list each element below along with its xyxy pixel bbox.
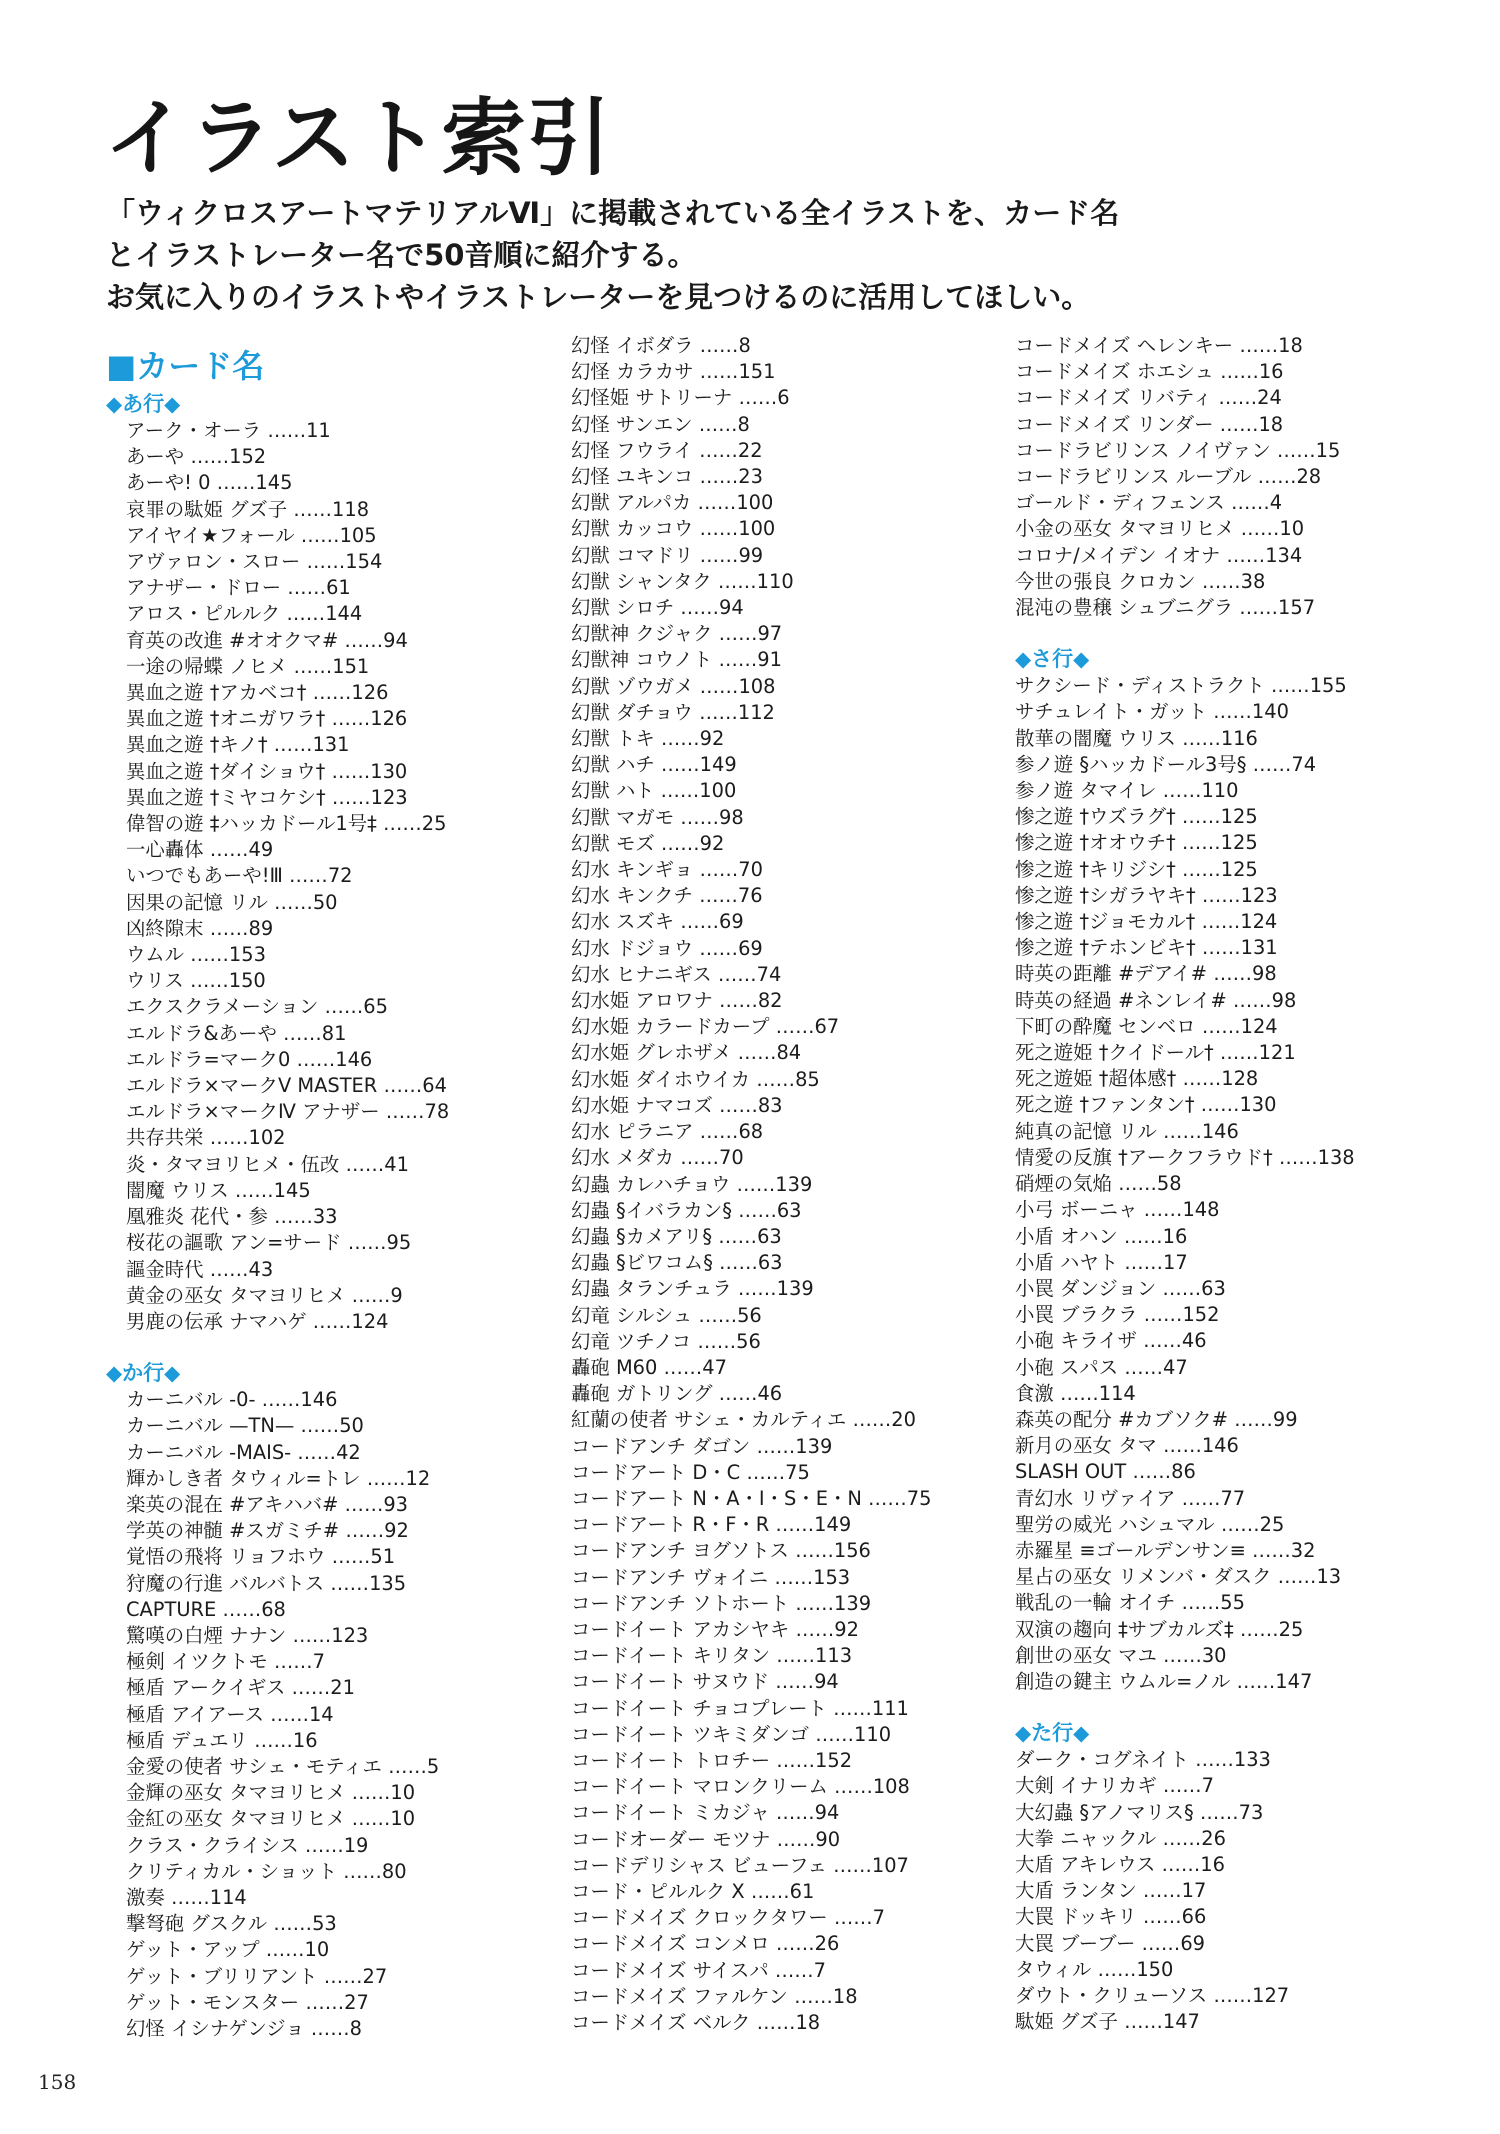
index-entry: 極剣 イツクトモ ……7 xyxy=(126,1650,325,1674)
index-group xyxy=(106,390,449,1335)
index-entry: 異血之遊 †キノ† ……131 xyxy=(126,733,350,757)
index-entry: コードメイズ リンダー ……18 xyxy=(1015,412,1284,436)
index-entry: 小盾 オハン ……16 xyxy=(1015,1224,1188,1248)
index-entry: 戦乱の一輪 オイチ ……55 xyxy=(1015,1591,1245,1615)
index-entry: 純真の記憶 リル ……146 xyxy=(1015,1119,1239,1143)
intro-text xyxy=(106,192,1406,318)
index-entry: 幻竜 ツチノコ ……56 xyxy=(571,1329,761,1353)
index-entry: 偉智の遊 ‡ハッカドール1号‡ ……25 xyxy=(126,812,447,836)
index-entry: コードラビリンス ノイヴァン ……15 xyxy=(1015,438,1341,462)
index-entry: 死之遊姫 †クイドール† ……121 xyxy=(1015,1041,1296,1065)
index-entry: エルドラ×マークV MASTER ……64 xyxy=(126,1074,447,1098)
index-entry: 激奏 ……114 xyxy=(126,1885,247,1909)
index-entry: コードメイズ サイスパ ……7 xyxy=(571,1958,827,1982)
index-entry: 桜花の謳歌 アン=サード ……95 xyxy=(126,1231,412,1255)
index-entry: ゲット・アップ ……10 xyxy=(126,1938,330,1962)
index-entry: アナザー・ドロー ……61 xyxy=(126,576,351,600)
index-entry: 幻蟲 タランチュラ ……139 xyxy=(571,1277,814,1301)
index-entry: 食激 ……114 xyxy=(1015,1381,1136,1405)
index-entry: 金紅の巫女 タマヨリヒメ ……10 xyxy=(126,1807,416,1831)
index-entry: 楽英の混在 #アキハバ# ……93 xyxy=(126,1492,409,1516)
index-entry: 幻怪 フウライ ……22 xyxy=(571,438,763,462)
index-entry: 幻獣神 コウノト ……91 xyxy=(571,648,782,672)
index-entry: 幻水姫 アロワナ ……82 xyxy=(571,989,783,1013)
index-entry: 闇魔 ウリス ……145 xyxy=(126,1178,311,1202)
intro-line: お気に入りのイラストやイラストレーターを見つけるのに活用してほしい。 xyxy=(106,280,1091,314)
index-list xyxy=(106,418,449,1335)
group-heading: ◆あ行◆ xyxy=(106,392,181,416)
index-entry: コードメイズ クロックタワー ……7 xyxy=(571,1906,885,1930)
index-entry: 謳金時代 ……43 xyxy=(126,1257,274,1281)
index-entry: SLASH OUT ……86 xyxy=(1015,1460,1196,1484)
index-entry: 幻蟲 カレハチョウ ……139 xyxy=(571,1172,813,1196)
index-entry: 惨之遊 †オオウチ† ……125 xyxy=(1015,831,1258,855)
index-entry: コードアンチ ヴォイニ ……153 xyxy=(571,1565,851,1589)
index-entry: 双演の趨向 ‡サブカルズ‡ ……25 xyxy=(1015,1617,1304,1641)
index-entry: 幻水 ヒナニギス ……74 xyxy=(571,962,782,986)
index-group xyxy=(1015,1719,1355,2035)
index-entry: 幻水 スズキ ……69 xyxy=(571,910,744,934)
index-entry: 新月の巫女 タマ ……146 xyxy=(1015,1434,1239,1458)
index-entry: 狩魔の行進 バルバトス ……135 xyxy=(126,1571,407,1595)
index-entry: 幻蟲 §カメアリ§ ……63 xyxy=(571,1224,782,1248)
index-entry: 幻水姫 グレホザメ ……84 xyxy=(571,1041,802,1065)
index-entry: 幻獣神 クジャク ……97 xyxy=(571,622,783,646)
index-entry: 幻水姫 ダイホウイカ ……85 xyxy=(571,1067,820,1091)
index-entry: アーク・オーラ ……11 xyxy=(126,419,331,442)
index-entry: 男鹿の伝承 ナマハゲ ……124 xyxy=(126,1309,389,1333)
index-entry: 大盾 アキレウス ……16 xyxy=(1015,1852,1225,1876)
index-entry: 極盾 アイアース ……14 xyxy=(126,1702,334,1726)
index-entry: 幻水 ドジョウ ……69 xyxy=(571,936,763,960)
index-entry: コードメイズ コンメロ ……26 xyxy=(571,1932,840,1956)
index-entry: ダーク・コグネイト ……133 xyxy=(1015,1748,1271,1772)
index-entry: エルドラ×マークⅣ アナザー ……78 xyxy=(126,1100,450,1124)
index-entry: 情愛の反旗 †アークフラウド† ……138 xyxy=(1015,1145,1355,1169)
index-entry: 幻竜 シルシュ ……56 xyxy=(571,1303,762,1327)
index-entry: 今世の張良 クロカン ……38 xyxy=(1015,569,1266,593)
index-entry: アロス・ピルルク ……144 xyxy=(126,602,363,626)
index-entry: 轟砲 M60 ……47 xyxy=(571,1355,727,1379)
index-group xyxy=(1015,645,1355,1695)
index-entry: コードアート R・F・R ……149 xyxy=(571,1513,852,1537)
index-entry: 異血之遊 †ダイショウ† ……130 xyxy=(126,759,408,783)
index-entry: 極盾 デュエリ ……16 xyxy=(126,1728,318,1752)
index-entry: 大剣 イナリカギ ……7 xyxy=(1015,1774,1214,1798)
index-entry: コードメイズ ベルク ……18 xyxy=(571,2011,821,2034)
index-entry: ゲット・モンスター ……27 xyxy=(126,1990,369,2014)
index-entry: 小弓 ボーニャ ……148 xyxy=(1015,1198,1220,1222)
index-entry: 幻獣 ダチョウ ……112 xyxy=(571,700,775,724)
index-entry: ダウト・クリューソス ……127 xyxy=(1015,1983,1290,2007)
index-entry: 金愛の使者 サシェ・モティエ ……5 xyxy=(126,1754,440,1778)
index-entry: コードメイズ ホエシュ ……16 xyxy=(1015,360,1284,384)
index-entry: 幻水姫 ナマコズ ……83 xyxy=(571,1093,783,1117)
index-entry: 惨之遊 †ウズラグ† ……125 xyxy=(1015,805,1258,829)
index-entry: 大盾 ランタン ……17 xyxy=(1015,1879,1207,1903)
index-entry: 下町の酔魔 センベロ ……124 xyxy=(1015,1014,1278,1038)
index-entry: 大罠 ドッキリ ……66 xyxy=(1015,1905,1207,1929)
index-entry: 参ノ遊 §ハッカドール3号§ ……74 xyxy=(1015,752,1317,776)
index-entry: コードラビリンス ルーブル ……28 xyxy=(1015,465,1322,489)
group-heading: ◆た行◆ xyxy=(1015,1721,1090,1746)
index-list xyxy=(1015,673,1355,1695)
index-entry: 森英の配分 #カブソク# ……99 xyxy=(1015,1407,1298,1431)
group-heading: ◆か行◆ xyxy=(106,1361,181,1386)
index-entry: コード・ピルルク X ……61 xyxy=(571,1879,815,1903)
index-entry: 一途の帰蝶 ノヒメ ……151 xyxy=(126,654,370,678)
index-entry: ウムル ……153 xyxy=(126,943,266,967)
index-entry: コードオーダー モツナ ……90 xyxy=(571,1827,841,1851)
index-entry: 覚悟の飛将 リョフホウ ……51 xyxy=(126,1545,396,1569)
index-entry: 駄姫 グズ子 ……147 xyxy=(1015,2010,1200,2034)
index-entry: 幻怪姫 サトリーナ ……6 xyxy=(571,386,790,410)
index-entry: 幻怪 カラカサ ……151 xyxy=(571,360,776,384)
index-entry: 時英の距離 #デアイ# ……98 xyxy=(1015,962,1277,986)
index-entry: 幻蟲 §ビワコム§ ……63 xyxy=(571,1251,783,1275)
index-entry: カーニバル -0- ……146 xyxy=(126,1388,338,1412)
index-entry: 参ノ遊 タマイレ ……110 xyxy=(1015,779,1239,803)
index-entry: 小金の巫女 タマヨリヒメ ……10 xyxy=(1015,517,1305,541)
index-entry: 幻水 メダカ ……70 xyxy=(571,1146,744,1170)
index-entry: 小盾 ハヤト ……17 xyxy=(1015,1250,1188,1274)
index-column-1 xyxy=(106,344,449,2042)
index-entry: 惨之遊 †シガラヤキ† ……123 xyxy=(1015,883,1278,907)
page-title: イラスト索引 xyxy=(104,89,612,187)
index-entry: 幻怪 イボダラ ……8 xyxy=(571,334,751,357)
index-entry: 死之遊 †ファンタン† ……130 xyxy=(1015,1093,1277,1117)
index-entry: コードイート サヌウド ……94 xyxy=(571,1670,839,1694)
index-entry: 混沌の豊穣 シュブニグラ ……157 xyxy=(1015,596,1316,620)
index-entry: コードアンチ ソトホート ……139 xyxy=(571,1591,872,1615)
index-entry: 異血之遊 †オニガワラ† ……126 xyxy=(126,707,408,731)
index-entry: サチュレイト・ガット ……140 xyxy=(1015,700,1289,724)
index-entry: あーや ……152 xyxy=(126,445,267,469)
index-entry: コードイート ツキミダンゴ ……110 xyxy=(571,1722,892,1746)
index-entry: アイヤイ★フォール ……105 xyxy=(126,523,377,547)
index-entry: コロナ/メイデン イオナ ……134 xyxy=(1015,543,1303,567)
index-entry: サクシード・ディストラクト ……155 xyxy=(1015,674,1347,698)
group-heading: ◆さ行◆ xyxy=(1015,647,1090,672)
index-entry: 幻獣 シロチ ……94 xyxy=(571,596,744,620)
index-entry: 幻獣 ハチ ……149 xyxy=(571,753,737,777)
intro-line: 「ウィクロスアートマテリアルⅥ」に掲載されている全イラストを、カード名 xyxy=(106,196,1120,230)
index-entry: コードメイズ ヘレンキー ……18 xyxy=(1015,334,1303,357)
index-entry: 凰雅炎 花代・参 ……33 xyxy=(126,1205,338,1229)
index-entry: クリティカル・ショット ……80 xyxy=(126,1859,407,1883)
index-entry: 大幻蟲 §アノマリス§ ……73 xyxy=(1015,1800,1264,1824)
index-entry: 幻獣 シャンタク ……110 xyxy=(571,569,794,593)
index-entry: コードアンチ ヨグソトス ……156 xyxy=(571,1539,871,1563)
index-entry: 大拳 ニャックル ……26 xyxy=(1015,1826,1226,1850)
index-entry: コードイート チョコプレート ……111 xyxy=(571,1696,909,1720)
index-entry: ゴールド・ディフェンス ……4 xyxy=(1015,491,1283,515)
section-title: ■カード名 xyxy=(106,347,265,385)
index-entry: 幻水 ピラニア ……68 xyxy=(571,1120,764,1144)
index-entry: 幻蟲 §イバラカン§ ……63 xyxy=(571,1198,802,1222)
index-entry: 創造の鍵主 ウムル=ノル ……147 xyxy=(1015,1669,1313,1693)
page-number: 158 xyxy=(38,2070,77,2094)
index-entry: 因果の記憶 リル ……50 xyxy=(126,890,338,914)
index-column-2 xyxy=(571,333,931,2036)
index-entry: 散華の闇魔 ウリス ……116 xyxy=(1015,726,1258,750)
index-entry: 大罠 ブーブー ……69 xyxy=(1015,1931,1205,1955)
index-entry: 幻獣 ハト ……100 xyxy=(571,779,737,803)
index-entry: 赤羅星 ≡ゴールデンサン≡ ……32 xyxy=(1015,1538,1316,1562)
index-entry: 幻獣 マガモ ……98 xyxy=(571,805,744,829)
index-entry: 金輝の巫女 タマヨリヒメ ……10 xyxy=(126,1781,416,1805)
index-list xyxy=(106,1387,449,2042)
index-entry: 学英の神髄 #スガミチ# ……92 xyxy=(126,1519,409,1543)
index-group xyxy=(1015,333,1355,621)
index-entry: 幻獣 カッコウ ……100 xyxy=(571,517,776,541)
index-entry: 小罠 ブラクラ ……152 xyxy=(1015,1303,1220,1327)
index-entry: 惨之遊 †テホンビキ† ……131 xyxy=(1015,936,1278,960)
index-entry: 異血之遊 †ミヤコケシ† ……123 xyxy=(126,785,408,809)
index-entry: ウリス ……150 xyxy=(126,969,266,993)
index-entry: 幻獣 アルパカ ……100 xyxy=(571,491,774,515)
index-entry: 幻怪 サンエン ……8 xyxy=(571,412,750,436)
index-entry: 一心轟体 ……49 xyxy=(126,838,274,862)
index-entry: 驚嘆の白煙 ナナン ……123 xyxy=(126,1623,369,1647)
index-entry: 極盾 アークイギス ……21 xyxy=(126,1676,355,1700)
index-entry: 小罠 ダンジョン ……63 xyxy=(1015,1276,1226,1300)
index-entry: 幻獣 トキ ……92 xyxy=(571,727,725,751)
index-entry: コードデリシャス ビューフェ ……107 xyxy=(571,1853,909,1877)
index-entry: コードメイズ ファルケン ……18 xyxy=(571,1984,858,2008)
index-entry: あーや! 0 ……145 xyxy=(126,471,293,495)
intro-line: とイラストレーター名で50音順に紹介する。 xyxy=(106,238,697,272)
index-entry: CAPTURE ……68 xyxy=(126,1597,286,1621)
index-entry: 凶終隙末 ……89 xyxy=(126,916,274,940)
index-entry: 小砲 スパス ……47 xyxy=(1015,1355,1188,1379)
index-entry: 星占の巫女 リメンバ・ダスク ……13 xyxy=(1015,1565,1342,1589)
index-entry: アヴァロン・スロー ……154 xyxy=(126,550,383,574)
index-entry: 青幻水 リヴァイア ……77 xyxy=(1015,1486,1246,1510)
index-list xyxy=(1015,1747,1355,2035)
index-group xyxy=(106,1359,449,2042)
index-entry: 哀罪の駄姫 グズ子 ……118 xyxy=(126,497,370,521)
index-entry: コードイート トロチー ……152 xyxy=(571,1748,853,1772)
index-entry: 共存共栄 ……102 xyxy=(126,1126,286,1150)
index-entry: 幻水姫 カラードカープ ……67 xyxy=(571,1015,840,1039)
index-entry: 幻獣 コマドリ ……99 xyxy=(571,543,764,567)
index-entry: コードメイズ リバティ ……24 xyxy=(1015,386,1282,410)
index-entry: 創世の巫女 マユ ……30 xyxy=(1015,1643,1227,1667)
index-entry: 撃弩砲 グスクル ……53 xyxy=(126,1912,337,1936)
index-entry: 異血之遊 †アカベコ† ……126 xyxy=(126,681,389,705)
index-entry: 小砲 キライザ ……46 xyxy=(1015,1329,1207,1353)
index-entry: 育英の改進 #オオクマ# ……94 xyxy=(126,628,408,652)
index-entry: 惨之遊 †キリジシ† ……125 xyxy=(1015,857,1258,881)
index-entry: 死之遊姫 †超体感† ……128 xyxy=(1015,1067,1259,1091)
index-entry: 幻獣 モズ ……92 xyxy=(571,831,725,855)
index-entry: 幻水 キンクチ ……76 xyxy=(571,884,763,908)
index-entry: エルドラ=マーク0 ……146 xyxy=(126,1047,373,1071)
index-list xyxy=(1015,333,1355,621)
index-column-3 xyxy=(1015,333,1355,2035)
index-entry: 紅蘭の使者 サシェ・カルティエ ……20 xyxy=(571,1408,916,1432)
index-entry: 幻水 キンギョ ……70 xyxy=(571,858,763,882)
index-entry: 炎・タマヨリヒメ・伍改 ……41 xyxy=(126,1152,409,1176)
index-entry: 幻怪 イシナゲンジョ ……8 xyxy=(126,2016,362,2040)
index-entry: 時英の経過 #ネンレイ# ……98 xyxy=(1015,988,1297,1012)
index-entry: 聖労の威光 ハシュマル ……25 xyxy=(1015,1512,1285,1536)
index-entry: コードイート ミカジャ ……94 xyxy=(571,1801,840,1825)
index-entry: ゲット・ブリリアント ……27 xyxy=(126,1964,388,1988)
index-entry: カーニバル —TN— ……50 xyxy=(126,1414,364,1438)
index-entry: 幻怪 ユキンコ ……23 xyxy=(571,465,763,489)
index-entry: 惨之遊 †ジョモカル† ……124 xyxy=(1015,910,1278,934)
index-entry: クラス・クライシス ……19 xyxy=(126,1833,369,1857)
index-entry: コードアート D・C ……75 xyxy=(571,1460,810,1484)
index-entry: 輝かしき者 タウィル=トレ ……12 xyxy=(126,1466,431,1490)
index-list xyxy=(571,333,931,2036)
index-entry: コードイート キリタン ……113 xyxy=(571,1644,853,1668)
index-entry: タウィル ……150 xyxy=(1015,1957,1174,1981)
index-entry: いつでもあーや!Ⅲ ……72 xyxy=(126,864,353,888)
index-entry: コードアート N・A・I・S・E・N ……75 xyxy=(571,1486,932,1510)
index-entry: コードアンチ ダゴン ……139 xyxy=(571,1434,833,1458)
index-entry: 幻獣 ゾウガメ ……108 xyxy=(571,674,776,698)
index-entry: エクスクラメーション ……65 xyxy=(126,995,388,1019)
index-entry: コードイート アカシヤキ ……92 xyxy=(571,1617,859,1641)
index-entry: コードイート マロンクリーム ……108 xyxy=(571,1775,910,1799)
index-entry: 轟砲 ガトリング ……46 xyxy=(571,1382,783,1406)
index-entry: カーニバル -MAIS- ……42 xyxy=(126,1440,361,1464)
index-entry: 硝煙の気焔 ……58 xyxy=(1015,1172,1182,1196)
index-entry: 黄金の巫女 タマヨリヒメ ……9 xyxy=(126,1283,403,1307)
index-entry: エルドラ&あーや ……81 xyxy=(126,1021,347,1045)
